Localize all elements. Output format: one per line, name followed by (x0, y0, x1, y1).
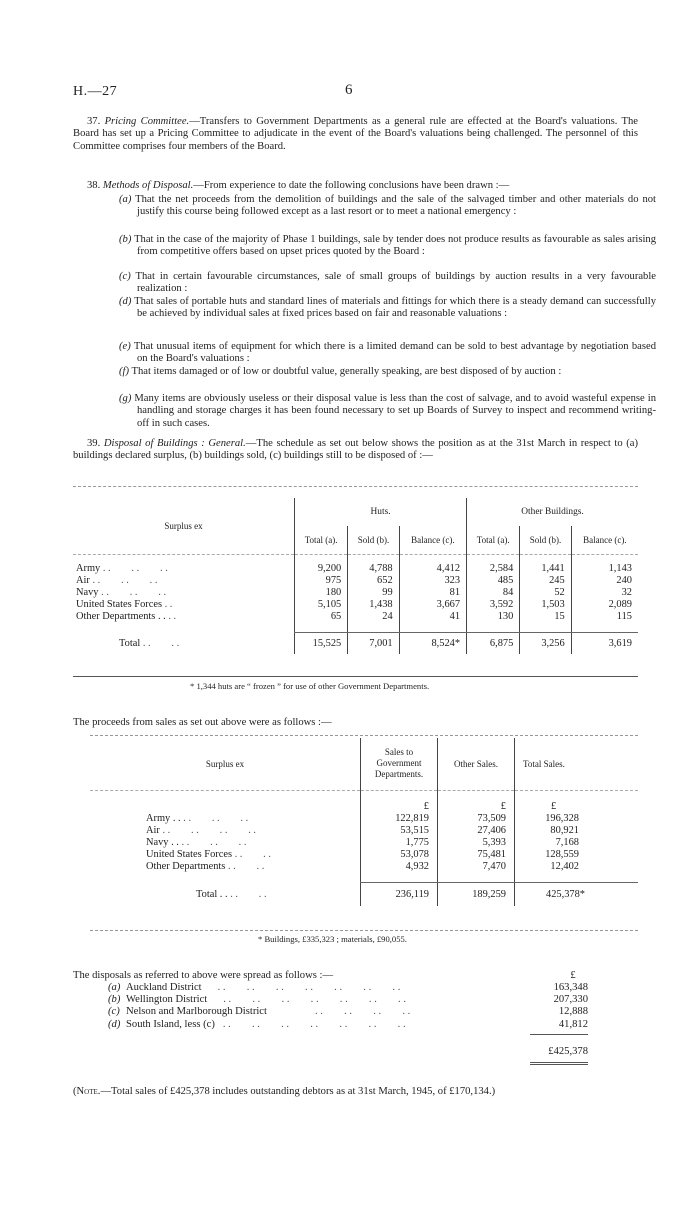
table-cell: 323 (399, 574, 466, 586)
table-row (73, 598, 638, 610)
column-header: Surplus ex (164, 520, 203, 531)
table-row (73, 610, 638, 622)
table-cell: 99 (348, 586, 399, 598)
table-total-row (73, 632, 638, 654)
row-label: Total (119, 637, 141, 649)
row-label: Other Departments . . (76, 610, 166, 622)
column-header: Total Sales. (515, 738, 639, 790)
leader-dots: . . . . . . . . . . . . . . (217, 982, 401, 993)
row-label: Army (76, 562, 101, 574)
district-name: Auckland District (126, 982, 202, 993)
table-cell: 8,524* (399, 632, 466, 654)
paragraph-number: 37. (87, 116, 101, 127)
item-text: That sales of portable huts and standard lines of materials and fittings for which there is a steady demand can successfully be achieved by individual sales at fixed prices based on fair and reasonable valuations : (134, 296, 656, 320)
conclusion-item (119, 271, 656, 296)
paragraph-title: Methods of Disposal. (102, 180, 194, 191)
table-cell: 245 (520, 574, 571, 586)
table-cell: 1,775 (361, 836, 438, 848)
table-cell: 6,875 (467, 632, 520, 654)
leader-dots: . . . . . . (183, 812, 249, 824)
table-cell: 15 (520, 610, 571, 622)
table-footnote: * 1,344 huts are “ frozen ” for use of other Government Departments. (190, 681, 430, 691)
table-cell: 24 (348, 610, 399, 622)
item-label: (d) (108, 1018, 121, 1030)
paragraph-number: 39. (87, 438, 101, 449)
table-top-rule (73, 486, 638, 487)
item-text: That items damaged or of low or doubtful value, generally speaking, are best disposed of by auction : (131, 366, 562, 377)
paragraph-text: —Transfers to Government Departments as a general rule are effected at the Board's valuations. The Board has set up a Pricing Committee to adjudicate in the event of the Board's valuations being challenged. The personnel of this Committee comprises four members of the Board. (73, 116, 638, 152)
leader-dots: . . . . (142, 637, 180, 649)
district-name: Wellington District (126, 994, 208, 1006)
district-value: 163,348 (553, 982, 588, 993)
table-cell: 1,503 (520, 598, 571, 610)
leader-dots: . . (164, 598, 173, 610)
table-top-rule (90, 735, 638, 736)
table-cell: 75,481 (438, 848, 515, 860)
table-cell: 4,932 (361, 860, 438, 872)
districts-intro: The disposals as referred to above were spread as follows :— (73, 970, 334, 981)
leader-dots: . . . . (227, 860, 265, 872)
note-text: .—Total sales of £425,378 includes outstanding debtors as at 31st March, 1945, of £170,134. (97, 1086, 492, 1097)
row-label: Air (76, 574, 90, 586)
table-cell: 425,378* (546, 888, 585, 900)
currency-symbol: £ (570, 970, 576, 981)
table-cell: 3,592 (467, 598, 520, 610)
row-label: United States Forces (146, 848, 232, 860)
table-cell: 240 (571, 574, 638, 586)
table-cell: 4,788 (348, 562, 399, 574)
proceeds-intro: The proceeds from sales as set out above were as follows :— (73, 717, 332, 728)
table-row (73, 562, 638, 574)
list-item (108, 982, 588, 994)
table-cell: 189,259 (438, 882, 515, 906)
row-label: Army . . (146, 812, 181, 824)
conclusion-item (119, 234, 656, 259)
table-cell: 80,921 (550, 824, 579, 836)
paragraph-title: Disposal of Buildings : General. (103, 438, 246, 449)
table-cell: 1,143 (571, 562, 638, 574)
row-label: Air (146, 824, 160, 836)
item-text: That in certain favourable circumstances, sale of small groups of buildings by auction results in a very favourable realization : (135, 271, 656, 295)
row-label: United States Forces (76, 598, 162, 610)
table-cell: 81 (399, 586, 466, 598)
table-cell: 2,089 (571, 598, 638, 610)
conclusion-item (119, 296, 656, 321)
table-footnote: * Buildings, £335,323 ; materials, £90,055. (258, 934, 407, 944)
table-cell: 5,105 (295, 598, 348, 610)
item-label: (f) (119, 366, 129, 377)
paragraph-number: 38. (87, 180, 101, 191)
table-cell: 15,525 (295, 632, 348, 654)
table-cell: 236,119 (361, 882, 438, 906)
row-label: Navy . . (146, 836, 179, 848)
item-label: (c) (108, 1006, 120, 1018)
table-row (90, 860, 638, 872)
table-cell: 652 (348, 574, 399, 586)
item-label: (c) (119, 271, 131, 282)
proceeds-table (90, 738, 638, 906)
table-cell: 485 (467, 574, 520, 586)
row-label: Other Departments (146, 860, 226, 872)
buildings-schedule-table (73, 498, 638, 654)
table-cell: 52 (520, 586, 571, 598)
table-row (90, 836, 638, 848)
item-label: (b) (119, 234, 132, 245)
conclusion-item (119, 194, 656, 219)
currency-symbol: £ (438, 790, 515, 812)
table-cell: 1,441 (520, 562, 571, 574)
table-cell: 180 (295, 586, 348, 598)
currency-symbol: £ (361, 790, 438, 812)
table-row (73, 586, 638, 598)
item-label: (b) (108, 994, 121, 1006)
conclusion-item (119, 366, 656, 378)
item-label: (a) (108, 982, 121, 993)
leader-dots: . . . . . . (102, 562, 168, 574)
conclusion-item (119, 341, 656, 366)
table-cell: 130 (467, 610, 520, 622)
table-cell: 975 (295, 574, 348, 586)
table-cell: 41 (399, 610, 466, 622)
leader-dots: . . (168, 610, 177, 622)
table-cell: 3,619 (571, 632, 638, 654)
double-rule (530, 1062, 588, 1065)
table-cell: 3,667 (399, 598, 466, 610)
paragraph-38 (73, 180, 638, 192)
table-row (90, 812, 638, 824)
table-cell: 73,509 (438, 812, 515, 824)
districts-list (108, 982, 588, 1031)
table-cell: 32 (571, 586, 638, 598)
districts-total: £425,378 (548, 1046, 588, 1057)
item-label: (a) (119, 194, 132, 205)
total-rule (530, 1034, 588, 1035)
note-label: Note (76, 1086, 98, 1097)
table-cell: 84 (467, 586, 520, 598)
leader-dots: . . . . . . . . (314, 1006, 411, 1018)
table-cell: 1,438 (348, 598, 399, 610)
column-header: Sold (b). (348, 526, 399, 554)
item-label: (d) (119, 296, 132, 307)
table-bottom-rule (90, 930, 638, 931)
leader-dots: . . . . . . . . . . . . . . (222, 1018, 406, 1030)
district-value: 12,888 (558, 1006, 588, 1018)
table-cell: 115 (571, 610, 638, 622)
closing-note: (Note.—Total sales of £425,378 includes outstanding debtors as at 31st March, 1945, of £170,134.) (73, 1086, 496, 1097)
paragraph-37 (73, 116, 638, 153)
table-cell: 7,168 (555, 836, 579, 848)
table-cell: 53,078 (361, 848, 438, 860)
paragraph-text: —The schedule as set out below shows the position as at the 31st March in respect to (a) buildings declared surplus, (b) buildings sold, (c) buildings still to be disposed of :— (73, 438, 638, 462)
conclusion-item (119, 393, 656, 430)
district-value: 207,330 (553, 994, 588, 1006)
column-header: Balance (c). (571, 526, 638, 554)
table-cell: 3,256 (520, 632, 571, 654)
table-cell: 5,393 (438, 836, 515, 848)
report-reference: H.—27 (73, 84, 118, 99)
table-cell: 2,584 (467, 562, 520, 574)
table-row (90, 824, 638, 836)
leader-dots: . . . . . . (101, 586, 167, 598)
leader-dots: . . . . (230, 888, 267, 900)
table-cell: 196,328 (545, 812, 579, 824)
column-header: Sold (b). (520, 526, 571, 554)
district-name: Nelson and Marlborough District (126, 1006, 267, 1018)
leader-dots: . . . . (234, 848, 271, 860)
table-cell: 122,819 (361, 812, 438, 824)
item-label: (e) (119, 341, 131, 352)
column-header: Other Sales. (438, 738, 515, 790)
item-text: That the net proceeds from the demolition of buildings and the sale of the salvaged timber and other materials do not justify this course being followed except as a last resort or to meet a national emergency : (135, 194, 656, 218)
row-label: Navy (76, 586, 99, 598)
paragraph-39 (73, 438, 638, 463)
district-value: 41,812 (558, 1018, 588, 1030)
district-name: South Island, less (c) (126, 1018, 215, 1030)
currency-symbol: £ (515, 790, 639, 812)
table-total-row (90, 882, 638, 906)
list-item (108, 1006, 588, 1018)
table-cell: 9,200 (295, 562, 348, 574)
leader-dots: . . . . . . . . (162, 824, 256, 836)
table-cell: 128,559 (545, 848, 579, 860)
item-label: (g) (119, 393, 132, 404)
list-item (108, 1019, 588, 1031)
table-cell: 27,406 (438, 824, 515, 836)
leader-dots: . . . . . . . . . . . . . . (223, 994, 406, 1006)
leader-dots: . . . . . . (92, 574, 158, 586)
table-bottom-rule (73, 676, 638, 677)
column-header: Balance (c). (399, 526, 466, 554)
paragraph-title: Pricing Committee. (104, 116, 190, 127)
column-header: Total (a). (295, 526, 348, 554)
column-header: Surplus ex (205, 758, 245, 769)
column-group-header: Huts. (295, 498, 467, 526)
table-cell: 7,470 (438, 860, 515, 872)
column-header: Sales to Government Departments. (361, 738, 438, 790)
table-cell: 12,402 (550, 860, 579, 872)
page-number: 6 (345, 82, 353, 98)
paragraph-text: —From experience to date the following conclusions have been drawn :— (193, 180, 510, 191)
leader-dots: . . . . . . (181, 836, 247, 848)
table-cell: 65 (295, 610, 348, 622)
list-item (108, 994, 588, 1006)
item-text: Many items are obviously useless or their disposal value is less than the cost of salvage, and to avoid wasteful expense in handling and storage charges it has been found necessary to set up Boards of Survey to inspect and recommend writing-off in such cases. (134, 393, 656, 429)
column-group-header: Other Buildings. (467, 498, 638, 526)
table-cell: 4,412 (399, 562, 466, 574)
table-cell: 53,515 (361, 824, 438, 836)
item-text: That unusual items of equipment for which there is a limited demand can be sold to best advantage by negotiation based on the Board's valuations : (133, 341, 656, 365)
column-header: Total (a). (467, 526, 520, 554)
table-row (73, 574, 638, 586)
table-row (90, 848, 638, 860)
table-cell: 7,001 (348, 632, 399, 654)
row-label: Total . . (196, 888, 228, 900)
item-text: That in the case of the majority of Phase 1 buildings, sale by tender does not produce results as favourable as sales arising from competitive offers based on upset prices quoted by the Board : (134, 234, 656, 258)
